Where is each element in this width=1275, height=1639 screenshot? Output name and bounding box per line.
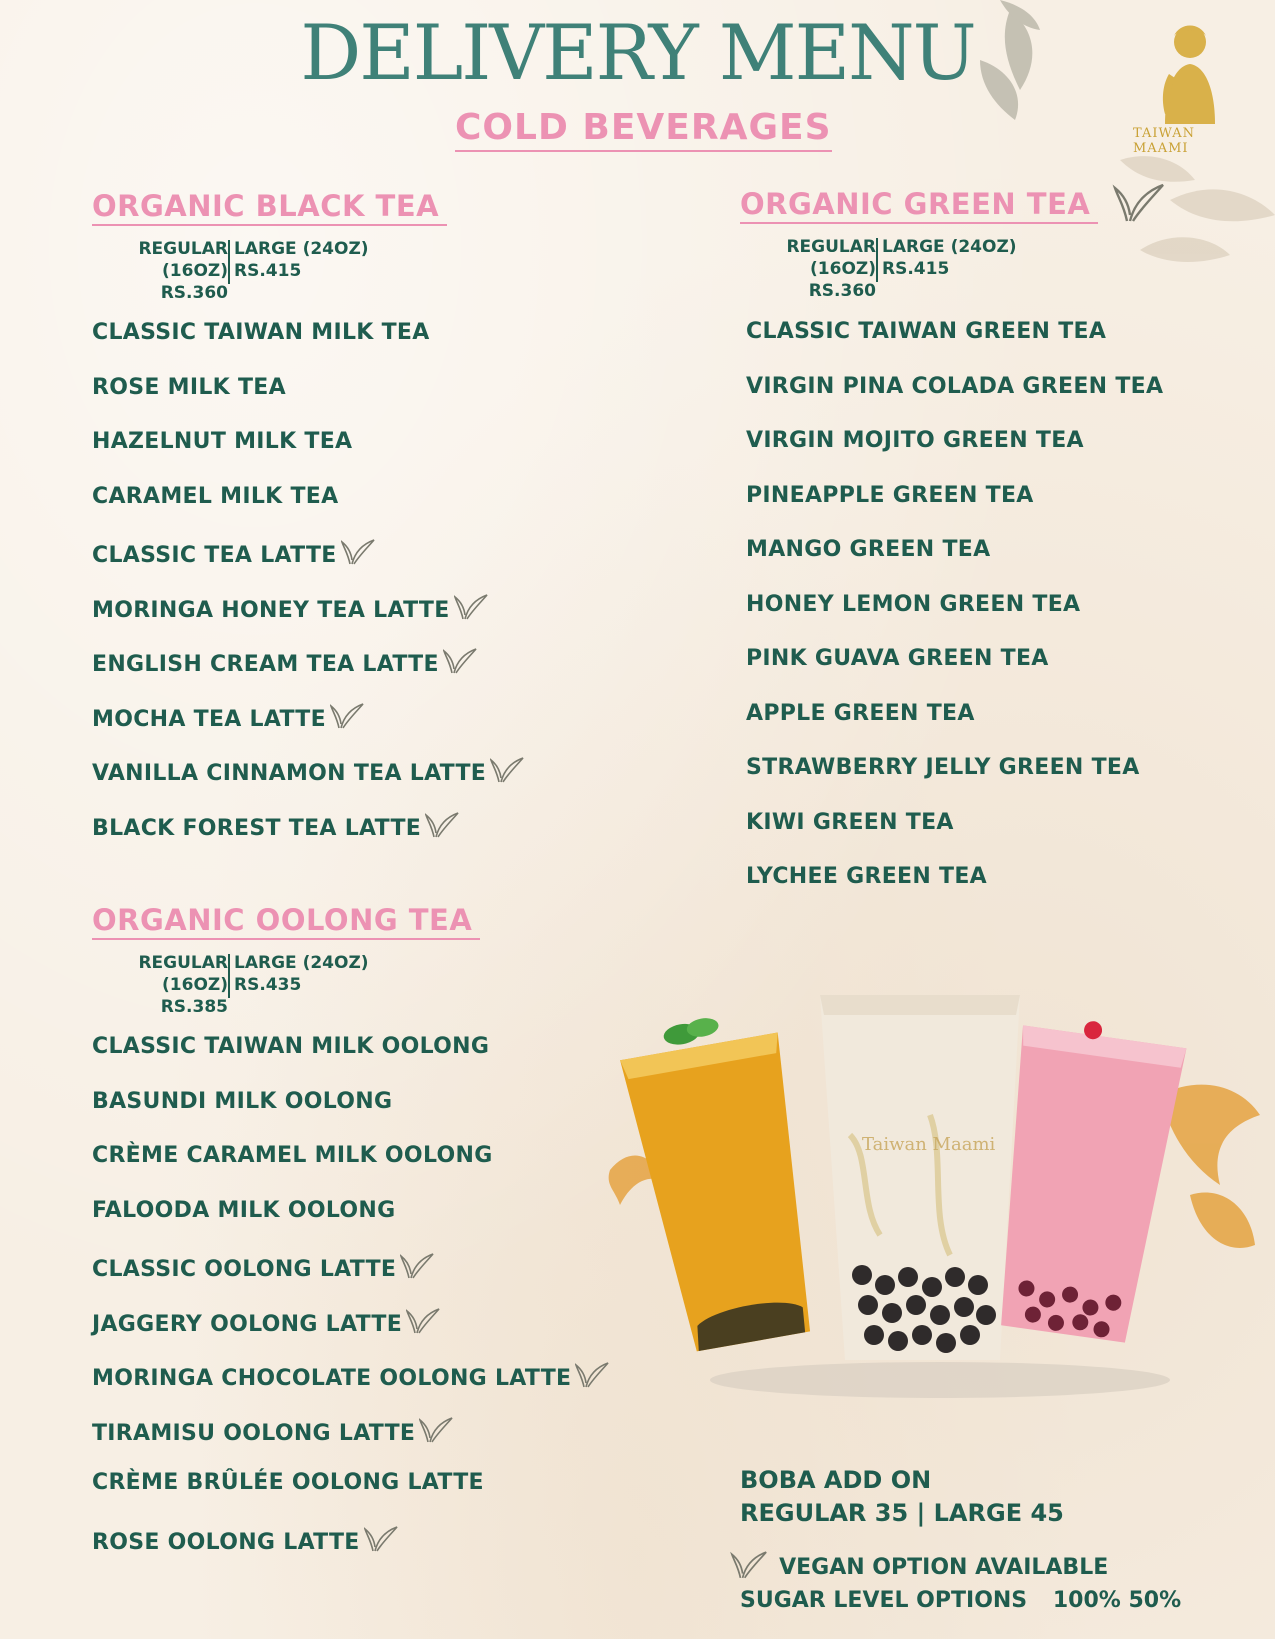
menu-item-name: ROSE OOLONG LATTE [92, 1529, 360, 1555]
menu-item [92, 429, 524, 484]
logo-wordmark: TAIWAN MAAMI [1133, 126, 1195, 156]
vegan-leaf-icon [490, 756, 524, 784]
menu-item-name: PINK GUAVA GREEN TEA [746, 646, 1049, 671]
menu-item-name: CARAMEL MILK TEA [92, 483, 339, 509]
regular-price: RS.360 [808, 281, 876, 301]
menu-item-name: STRAWBERRY JELLY GREEN TEA [746, 755, 1140, 780]
sugar-level-label: SUGAR LEVEL OPTIONS [740, 1588, 1028, 1613]
large-size-label: LARGE (24OZ) [234, 239, 369, 259]
regular-size-label: REGULAR (16OZ) [138, 953, 228, 995]
vegan-leaf-icon [730, 1550, 768, 1580]
vegan-leaf-icon [341, 538, 375, 566]
section-subtitle: COLD BEVERAGES [455, 106, 832, 152]
menu-item-name: FALOODA MILK OOLONG [92, 1197, 396, 1223]
menu-item [746, 701, 1163, 756]
large-size-label: LARGE (24OZ) [882, 237, 1017, 257]
menu-item-name: MORINGA HONEY TEA LATTE [92, 597, 450, 623]
menu-item-name: CRÈME BRÛLÉE OOLONG LATTE [92, 1470, 484, 1495]
menu-item [746, 646, 1163, 701]
regular-size-label: REGULAR (16OZ) [786, 237, 876, 279]
menu-item [746, 537, 1163, 592]
sugar-level-values: 100% 50% [1052, 1588, 1182, 1613]
menu-item [746, 592, 1163, 647]
menu-item [92, 484, 524, 539]
menu-item [92, 320, 524, 375]
menu-item-name: PINEAPPLE GREEN TEA [746, 482, 1034, 508]
section-heading-black-tea: ORGANIC BLACK TEA [92, 188, 447, 226]
menu-item [92, 538, 524, 593]
menu-item [92, 1252, 609, 1307]
vegan-leaf-icon [330, 702, 364, 730]
menu-item [746, 428, 1163, 483]
menu-item [746, 319, 1163, 374]
regular-price: RS.385 [160, 997, 228, 1017]
regular-price: RS.360 [160, 283, 228, 303]
vegan-leaf-icon [400, 1252, 434, 1280]
menu-item-name: JAGGERY OOLONG LATTE [92, 1311, 403, 1337]
menu-item [746, 374, 1163, 429]
menu-item [92, 1143, 609, 1198]
menu-item [92, 593, 524, 648]
regular-size-label: REGULAR (16OZ) [138, 239, 228, 281]
vegan-leaf-icon [454, 593, 488, 621]
price-table-black-tea [92, 238, 412, 303]
vegan-leaf-icon [364, 1525, 398, 1553]
large-price: RS.435 [234, 975, 302, 995]
menu-item-name: CLASSIC TAIWAN MILK TEA [92, 320, 430, 345]
menu-item-name: CLASSIC TAIWAN MILK OOLONG [92, 1034, 490, 1059]
page-title: DELIVERY MENU [300, 8, 975, 97]
section-heading-green-tea: ORGANIC GREEN TEA [740, 186, 1098, 224]
menu-item [92, 1034, 609, 1089]
boba-add-on-title: BOBA ADD ON [740, 1466, 932, 1494]
menu-item-name: KIWI GREEN TEA [746, 809, 954, 835]
menu-item-name: CLASSIC TEA LATTE [92, 543, 337, 568]
menu-item-name: CLASSIC OOLONG LATTE [92, 1257, 397, 1282]
menu-item-name: HONEY LEMON GREEN TEA [746, 591, 1081, 617]
menu-item [92, 1525, 609, 1580]
menu-item-name: BLACK FOREST TEA LATTE [92, 815, 422, 841]
menu-item [746, 810, 1163, 865]
menu-item [92, 1470, 609, 1525]
vegan-note-text: VEGAN OPTION AVAILABLE [779, 1555, 1109, 1580]
menu-item-name: CRÈME CARAMEL MILK OOLONG [92, 1143, 493, 1168]
vegan-leaf-icon [419, 1416, 453, 1444]
menu-item [92, 811, 524, 866]
menu-item-name: ENGLISH CREAM TEA LATTE [92, 652, 439, 677]
menu-item [746, 483, 1163, 538]
menu-item [92, 1416, 609, 1471]
menu-item-name: APPLE GREEN TEA [746, 700, 975, 726]
menu-item [746, 755, 1163, 810]
section-heading-oolong-tea: ORGANIC OOLONG TEA [92, 902, 480, 940]
menu-item [92, 375, 524, 430]
large-price: RS.415 [234, 261, 302, 281]
sugar-level-options [740, 1588, 1181, 1613]
bubble-tea-cups-image [600, 975, 1275, 1405]
cup-branding-text: Taiwan Maami [862, 1134, 996, 1155]
menu-item-name: VIRGIN PINA COLADA GREEN TEA [746, 373, 1164, 399]
menu-item [746, 864, 1163, 919]
menu-item-name: MORINGA CHOCOLATE OOLONG LATTE [92, 1366, 572, 1391]
boba-add-on-prices: REGULAR 35 | LARGE 45 [740, 1499, 1064, 1527]
menu-item [92, 1089, 609, 1144]
vegan-leaf-icon [406, 1307, 440, 1335]
menu-item [92, 702, 524, 757]
price-table-oolong-tea [92, 952, 412, 1017]
vegan-leaf-icon [1112, 182, 1166, 224]
menu-item [92, 1198, 609, 1253]
menu-list-green-tea [746, 319, 1163, 919]
menu-item-name: ROSE MILK TEA [92, 374, 286, 400]
menu-item-name: CLASSIC TAIWAN GREEN TEA [746, 319, 1107, 344]
vegan-leaf-icon [425, 811, 459, 839]
vegan-leaf-icon [443, 647, 477, 675]
price-table-green-tea [740, 236, 1060, 301]
menu-item-name: MOCHA TEA LATTE [92, 706, 326, 732]
price-divider [876, 238, 878, 282]
menu-item-name: VIRGIN MOJITO GREEN TEA [746, 428, 1084, 453]
price-divider [228, 954, 230, 998]
price-divider [228, 240, 230, 284]
menu-list-oolong-tea [92, 1034, 609, 1579]
menu-item [92, 647, 524, 702]
menu-item-name: BASUNDI MILK OOLONG [92, 1088, 393, 1114]
large-size-label: LARGE (24OZ) [234, 953, 369, 973]
menu-item-name: VANILLA CINNAMON TEA LATTE [92, 761, 487, 786]
menu-item-name: MANGO GREEN TEA [746, 537, 991, 562]
menu-item [92, 1361, 609, 1416]
menu-item-name: LYCHEE GREEN TEA [746, 864, 987, 889]
vegan-note [730, 1550, 1108, 1580]
menu-item-name: TIRAMISU OOLONG LATTE [92, 1420, 416, 1446]
menu-item [92, 756, 524, 811]
menu-list-black-tea [92, 320, 524, 865]
menu-item [92, 1307, 609, 1362]
large-price: RS.415 [882, 259, 950, 279]
menu-item-name: HAZELNUT MILK TEA [92, 429, 353, 454]
